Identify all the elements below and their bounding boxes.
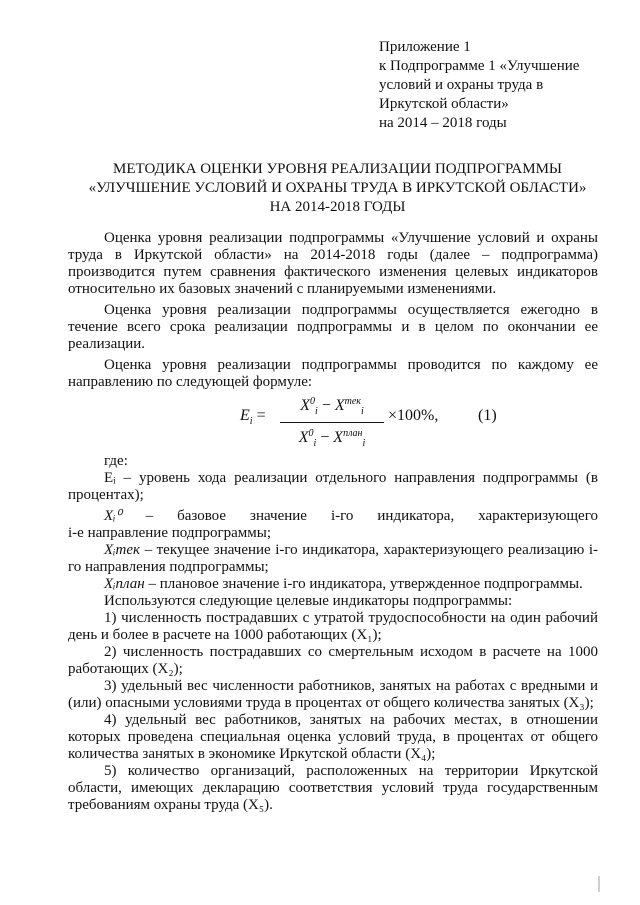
definition-word: i-го — [330, 508, 354, 524]
definition-x0 — [68, 508, 598, 525]
indicator-item: 2) численность пострадавших со смертельным исходом в расчете на 1000 работающих (X₂); — [68, 644, 598, 677]
appendix-line: Приложение 1 — [379, 39, 471, 55]
indicator-item: 5) количество организаций, расположенных на территории Иркутской области, имеющих декларацию соответствия условий труда государственным требованиям охраны труда (X₅). — [68, 763, 598, 813]
appendix-line: условий и охраны труда в — [379, 77, 544, 93]
indicator-item: 3) удельный вес численности работников, занятых на работах с вредными и (или) опасными условиями труда в процентах от общего количества занятых (X₃); — [68, 678, 598, 711]
formula-number: (1) — [478, 407, 497, 424]
paragraph-intro: Оценка уровня реализации подпрограммы «Улучшение условий и охраны труда в Иркутской области» на 2014-2018 годы (далее – подпрограмма) производится путем сравнения фактического изменения целевых индикаторов относительно их базовых значений с планируемыми изменениями. — [68, 230, 598, 297]
symbol-xplan: Xᵢплан — [104, 576, 145, 592]
definition-word: индикатора, — [377, 508, 455, 524]
definition-xtek: Xᵢтек – текущее значение i-го индикатора, характеризующего реализацию i-го направления подпрограммы; — [68, 542, 598, 575]
formula-denominator: $X^0_i - X^{план}_i$ — [298, 428, 366, 450]
formula-1 — [68, 393, 598, 449]
definition-word: значение — [250, 508, 307, 524]
title-line: «УЛУЧШЕНИЕ УСЛОВИЙ И ОХРАНЫ ТРУДА В ИРКУТСКОЙ ОБЛАСТИ» — [88, 180, 587, 196]
appendix-line: Иркутской области» — [379, 96, 509, 112]
indicators-intro: Используются следующие целевые индикаторы подпрограммы: — [104, 593, 513, 609]
definition-e: Eᵢ – уровень хода реализации отдельного направления подпрограммы (в процентах); — [68, 470, 598, 503]
document-body — [68, 230, 598, 814]
definition-x0-cont: i-е направление подпрограммы; — [68, 525, 272, 541]
paragraph-frequency: Оценка уровня реализации подпрограммы осуществляется ежегодно в течение всего срока реализации подпрограммы и в целом по окончании ее реализации. — [68, 302, 598, 352]
title-line: НА 2014-2018 ГОДЫ — [269, 199, 406, 215]
definition-word: характеризующего — [478, 508, 598, 524]
appendix-note — [379, 38, 619, 133]
definition-xplan: Xᵢплан – плановое значение i-го индикатора, утвержденное подпрограммы. — [104, 576, 583, 592]
indicator-item: 4) удельный вес работников, занятых на рабочих местах, в отношении которых проведена специальная оценка условий труда, в процентах от общего количества занятых в экономике Иркутской области (X₄); — [68, 712, 598, 762]
symbol-x0: Xᵢ⁰ — [104, 508, 122, 524]
paragraph-formula-intro: Оценка уровня реализации подпрограммы проводится по каждому ее направлению по следующей формуле: — [68, 357, 598, 390]
symbol-xtek: Xᵢтек — [104, 542, 141, 558]
appendix-line: на 2014 – 2018 годы — [379, 115, 507, 131]
formula-fraction — [280, 393, 384, 452]
where-label: где: — [104, 453, 128, 469]
definition-word: – — [145, 508, 154, 524]
appendix-line: к Подпрограмме 1 «Улучшение — [379, 58, 580, 74]
formula-multiplier: ×100%, — [388, 407, 439, 424]
indicator-item: 1) численность пострадавших с утратой трудоспособности на один рабочий день и более в расчете на 1000 работающих (X₁); — [68, 610, 598, 643]
document-title — [60, 160, 615, 217]
formula-lhs: $E_i$ = — [240, 407, 266, 428]
scan-artifact — [598, 876, 600, 892]
formula-numerator: $X^0_i - X^{тек}_i$ — [300, 396, 364, 418]
title-line: МЕТОДИКА ОЦЕНКИ УРОВНЯ РЕАЛИЗАЦИИ ПОДПРОГРАММЫ — [113, 161, 562, 177]
fraction-bar — [280, 422, 384, 423]
definition-word: базовое — [177, 508, 227, 524]
